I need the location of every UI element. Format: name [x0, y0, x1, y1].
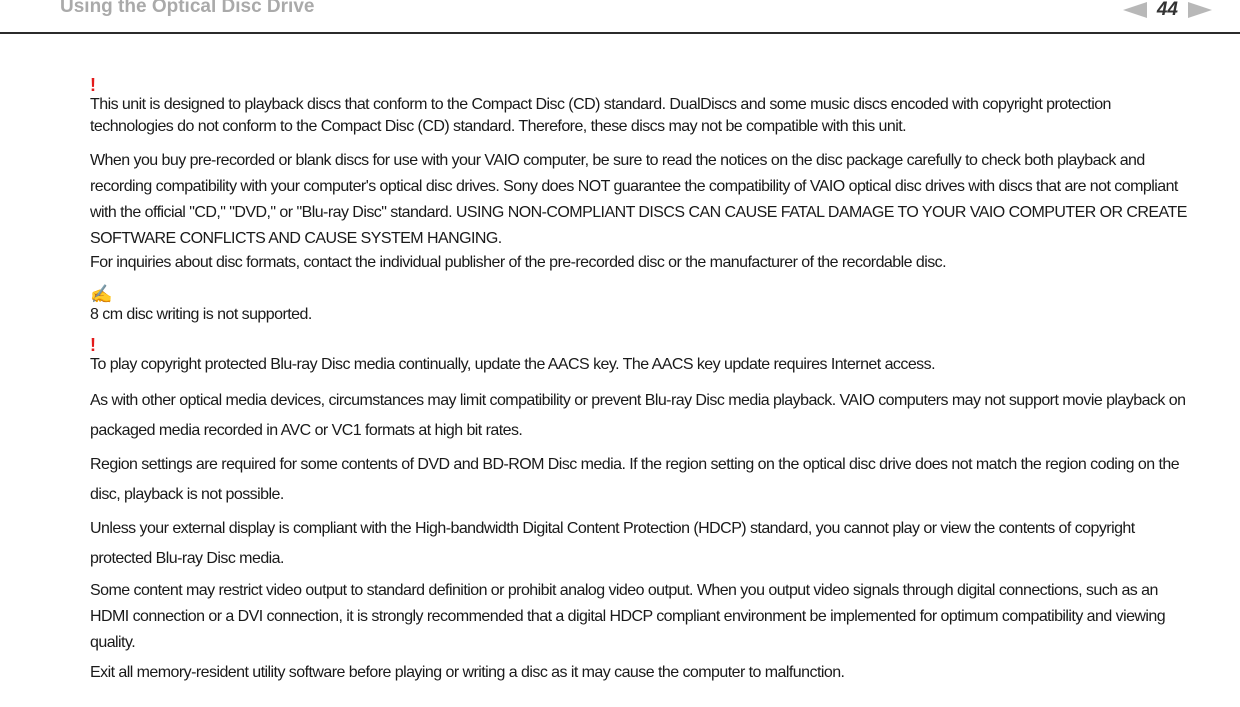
paragraph-hdcp-standard: Unless your external display is compliant with the High-bandwidth Digital Content Protection (HDCP) standard, you cannot play or view the contents of copyright protected Blu-ray Disc media.	[90, 520, 1135, 567]
caution-paragraph-aacs-key: To play copyright protected Blu-ray Disc media continually, update the AACS key. The AACS key update requires Internet access.	[90, 356, 935, 373]
paragraph-video-output: Some content may restrict video output to standard definition or prohibit analog video output. When you output video signals through digital connections, such as an HDMI connection or a DVI connection, it is strongly recommended that a digital HDCP compliant environment be implemented for optimum compatibility and viewing quality.	[90, 582, 1166, 651]
paragraph-disc-compatibility: When you buy pre-recorded or blank discs for use with your VAIO computer, be sure to read the notices on the disc package carefully to check both playback and recording compatibility with your computer's optical disc drives. Sony does NOT guarantee the compatibility of VAIO optical disc drives with discs that are not compliant with the official "CD," "DVD," or "Blu-ray Disc" standard. USING NON-COMPLIANT DISCS CAN CAUSE FATAL DAMAGE TO YOUR VAIO COMPUTER OR CREATE SOFTWARE CONFLICTS AND CAUSE SYSTEM HANGING.	[90, 152, 1187, 247]
caution-paragraph-cd-standard: This unit is designed to playback discs that conform to the Compact Disc (CD) standard. DualDiscs and some music discs encoded with copyright protection technologies do not conform to the Compact Disc (CD) standard. Therefore, these discs may not be compatible with this unit.	[90, 96, 1111, 135]
page-content	[90, 76, 1190, 684]
section-title: Using the Optical Disc Drive	[60, 0, 315, 17]
previous-page-arrow-icon[interactable]	[1123, 2, 1147, 18]
page-header	[0, 0, 1240, 34]
next-page-arrow-icon[interactable]	[1188, 2, 1212, 18]
paragraph-region-settings: Region settings are required for some contents of DVD and BD-ROM Disc media. If the region setting on the optical disc drive does not match the region coding on the disc, playback is not possible.	[90, 456, 1180, 503]
exclamation-icon: !	[90, 335, 96, 355]
pencil-note-icon: ✍	[90, 284, 113, 304]
exclamation-icon: !	[90, 75, 96, 95]
note-paragraph-8cm-disc: 8 cm disc writing is not supported.	[90, 306, 312, 323]
page-navigation	[1123, 0, 1212, 22]
page-number: 44	[1156, 0, 1178, 20]
paragraph-disc-inquiries: For inquiries about disc formats, contact the individual publisher of the pre-recorded disc or the manufacturer of the recordable disc.	[90, 254, 947, 271]
paragraph-memory-resident: Exit all memory-resident utility software before playing or writing a disc as it may cause the computer to malfunction.	[90, 664, 845, 681]
paragraph-bluray-playback: As with other optical media devices, circumstances may limit compatibility or prevent Blu-ray Disc media playback. VAIO computers may not support movie playback on packaged media recorded in AVC or VC1 formats at high bit rates.	[90, 392, 1186, 439]
